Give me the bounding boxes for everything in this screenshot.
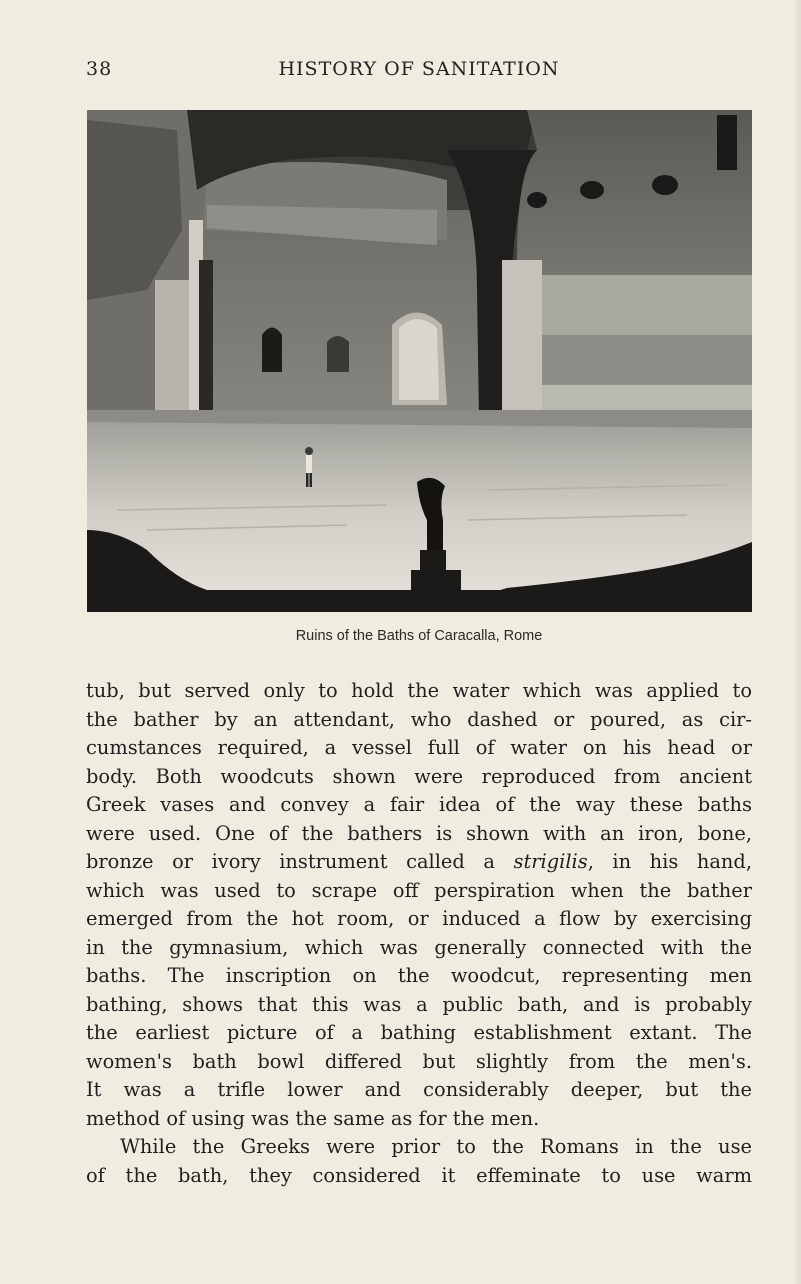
running-head [86,58,752,86]
header-title: HISTORY OF SANITATION [278,58,560,80]
text-line: which was used to scrape off perspiration when the bather [86,878,752,902]
text-line: the earliest picture of a bathing establishment extant. The [86,1021,752,1044]
text-line: baths. The inscription on the woodcut, representing men [86,964,752,987]
figure-caption: Ruins of the Baths of Caracalla, Rome [295,628,543,644]
text-line: the bather by an attendant, who dashed or poured, as cir- [86,707,752,731]
text-line: While the Greeks were prior to the Romans in the use [120,1135,752,1158]
text-line: Greek vases and convey a fair idea of the way these baths [86,793,752,816]
text-line: It was a trifle lower and considerably deeper, but the [86,1078,752,1101]
text-line: body. Both woodcuts shown were reproduced from ancient [86,764,752,788]
text-line: tub, but served only to hold the water which was applied to [86,679,752,702]
text-line: of the bath, they considered it effeminate to use warm [86,1163,752,1187]
page-edge [793,0,801,1284]
figure-photo [87,110,752,612]
text-line: bathing, shows that this was a public bath, and is probably [86,992,752,1016]
ruins-photo-illustration [87,110,752,612]
text-line-with-italic [86,848,752,877]
body-text [86,677,752,1190]
page-number: 38 [86,58,113,80]
italic-term-strigilis: strigilis [513,850,588,873]
text-line: cumstances required, a vessel full of water on his head or [86,736,752,759]
text-line: women's bath bowl differed but slightly from the men's. [86,1049,752,1073]
text-line: in the gymnasium, which was generally connected with the [86,935,752,959]
text-line: emerged from the hot room, or induced a flow by exercising [86,907,752,930]
text-segment: bronze or ivory instrument called a [86,850,514,873]
text-line: method of using was the same as for the men. [86,1106,540,1130]
text-segment: , in his hand, [587,850,752,873]
text-line: were used. One of the bathers is shown with an iron, bone, [86,821,752,845]
